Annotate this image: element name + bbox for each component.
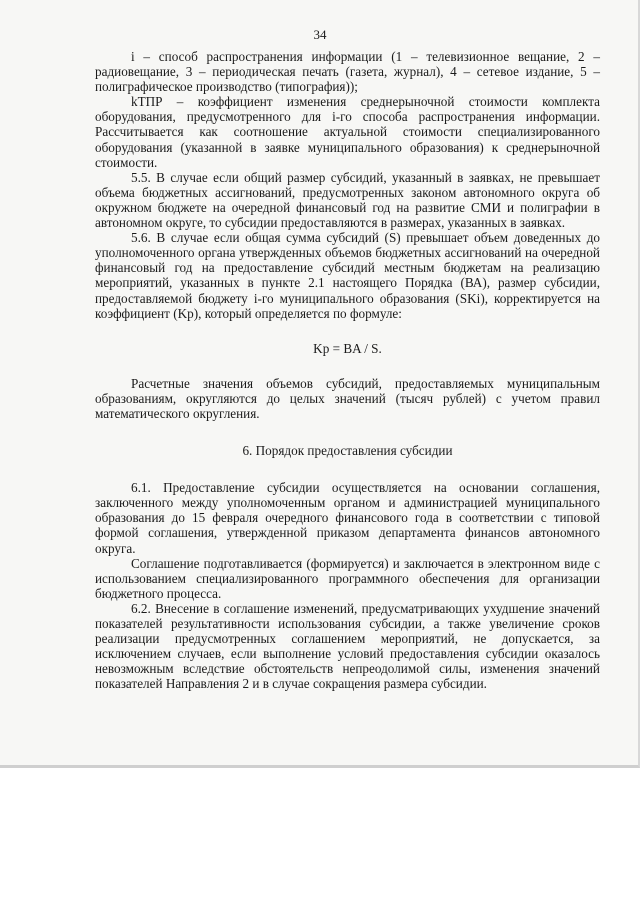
formula: Kр = BA / S. xyxy=(313,340,382,356)
paragraph-method-definition: i – способ распространения информации (1 – телевизионное вещание, 2 – радиовещание, 3 – периодическая печать (газета, журнал), 4 – сетевое издание, 5 – полиграфическое производство (типография)); xyxy=(95,49,600,95)
paragraph-rounding: Расчетные значения объемов субсидий, предоставляемых муниципальным образованиям, округляются до целых значений (тысяч рублей) с учетом правил математического округления. xyxy=(95,375,600,421)
blank-area xyxy=(0,768,640,905)
paragraph-5-5: 5.5. В случае если общий размер субсидий, указанный в заявках, не превышает объема бюджетных ассигнований, предусмотренных законом автономного округа об окружном бюджете на очередной финансовый год на развитие СМИ и полиграфии в автономном округе, то субсидии предоставляются в размерах, указанных в заявках. xyxy=(95,169,600,231)
section-heading: 6. Порядок предоставления субсидии xyxy=(242,443,453,459)
paragraph-agreement: Соглашение подготавливается (формируется) и заключается в электронном виде с использованием специализированного программного обеспечения для организации бюджетного процесса. xyxy=(95,555,600,601)
paragraph-6-1: 6.1. Предоставление субсидии осуществляется на основании соглашения, заключенного между уполномоченным органом и администрацией муниципального образования до 15 февраля очередного финансового года в соответствии с типовой формой соглашения, утвержденной приказом департамента финансов автономного округа. xyxy=(95,480,600,556)
document-body xyxy=(95,49,600,691)
paragraph-coefficient-definition: kТПР – коэффициент изменения среднерыночной стоимости комплекта оборудования, предусмотренного для i-го способа распространения информации. Рассчитывается как соотношение актуальной стоимости специализированного оборудования (указанной в заявке муниципального образования) к среднерыночной стоимости. xyxy=(95,94,600,170)
paragraph-6-2: 6.2. Внесение в соглашение изменений, предусматривающих ухудшение значений показателей результативности использования субсидии, а также увеличение сроков реализации предусмотренных соглашением мероприятий, не допускается, за исключением случаев, если выполнение условий предоставления субсидии оказалось невозможным вследствие обстоятельств непреодолимой силы, изменения значений показателей Направления 2 и в случае сокращения размера субсидии. xyxy=(95,600,600,692)
page-number: 34 xyxy=(313,27,327,42)
paragraph-5-6: 5.6. В случае если общая сумма субсидий (S) превышает объем доведенных до уполномоченного органа утвержденных объемов бюджетных ассигнований на очередной финансовый год на предоставление субсидий местным бюджетам на реализацию мероприятий, указанных в пункте 2.1 настоящего Порядка (ВА), размер субсидии, предоставляемой бюджету i-го муниципального образования (SKi), корректируется на коэффициент (Kр), который определяется по формуле: xyxy=(95,230,600,321)
